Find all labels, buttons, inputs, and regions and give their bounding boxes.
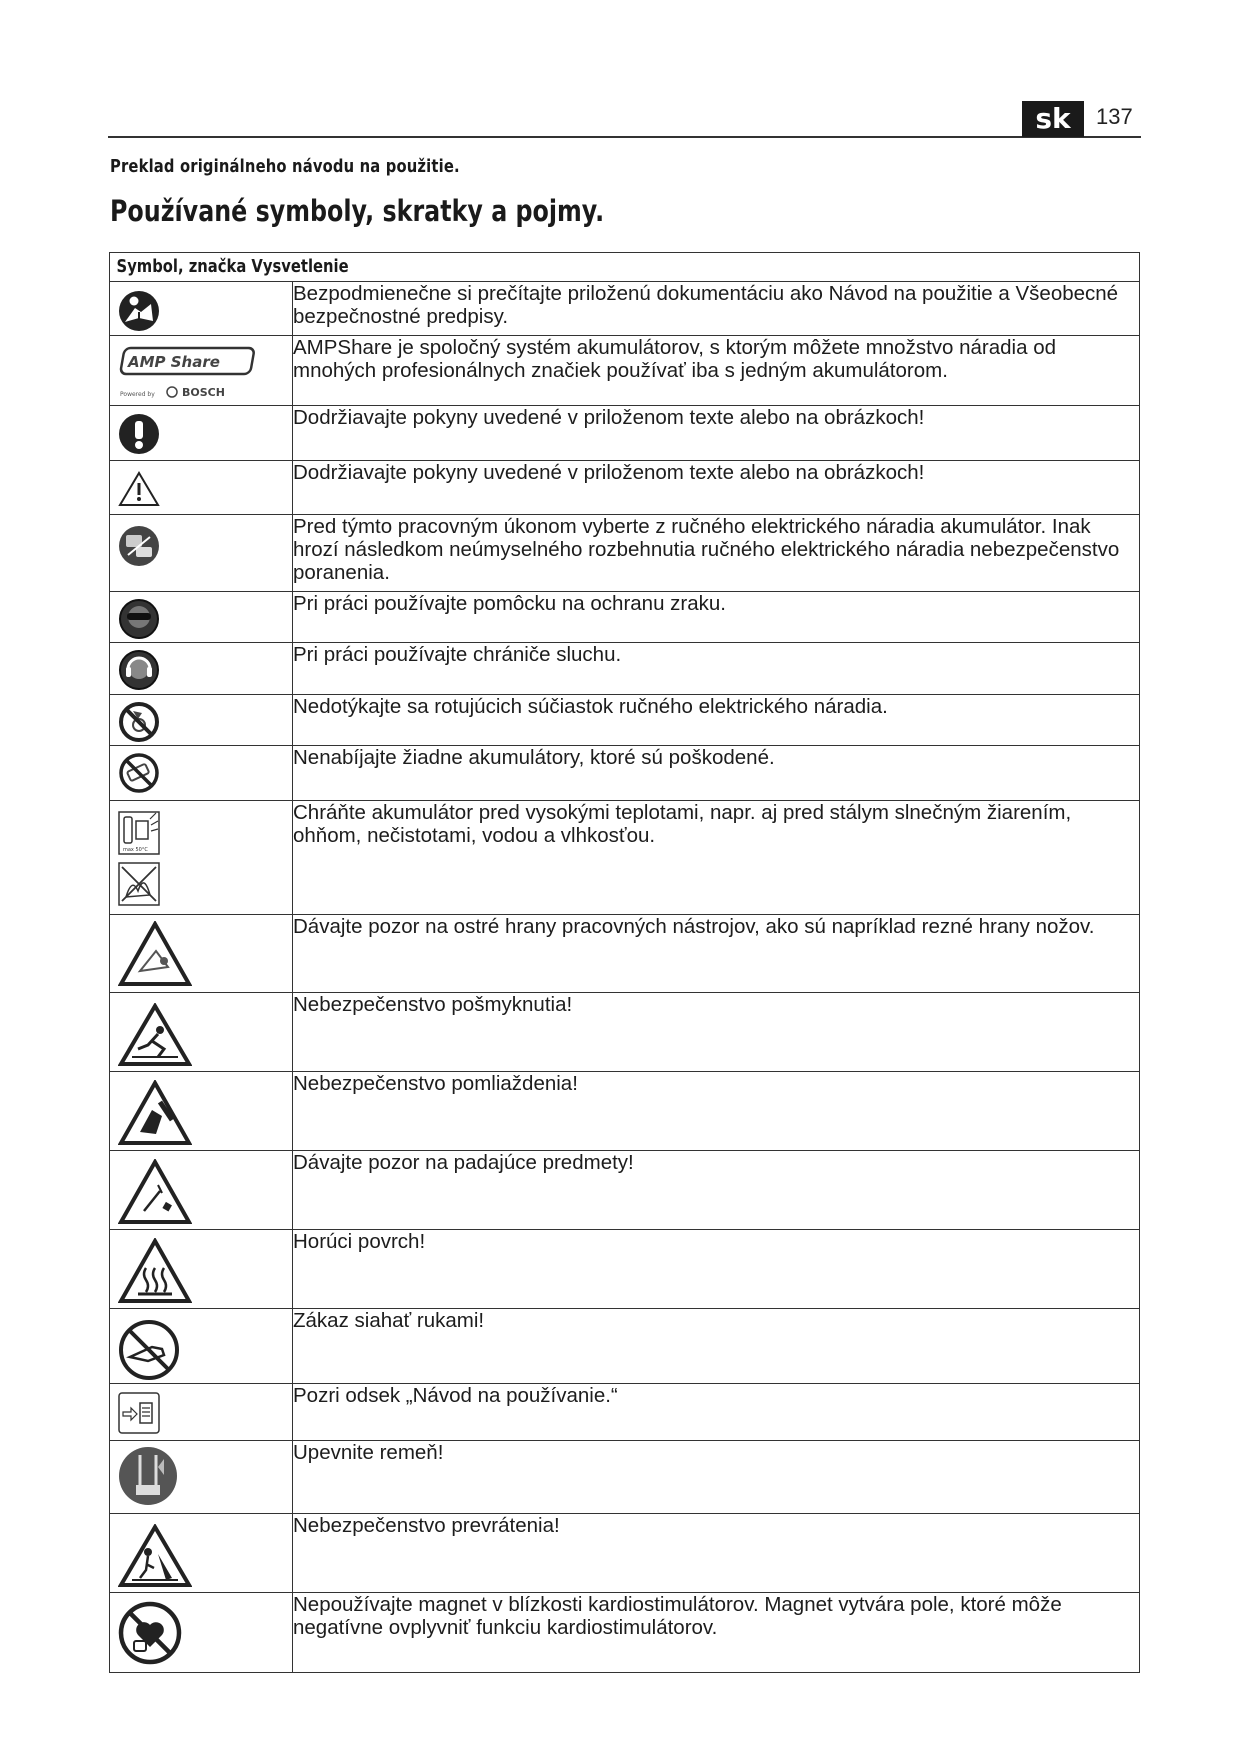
symbol-cell — [110, 1309, 293, 1384]
ampshare-logo-text: AMP Share — [128, 353, 220, 371]
symbol-cell — [110, 282, 293, 336]
symbol-cell — [110, 336, 293, 406]
symbol-cell — [110, 1593, 293, 1673]
row-text: Nebezpečenstvo pošmyknutia! — [293, 993, 1140, 1072]
row-text: AMPShare je spoločný systém akumulátorov, s ktorým môžete množstvo náradia od mnohých profesionálnych značiek používať iba s jedným akumulátorom. — [293, 336, 1140, 406]
table-header-row — [110, 253, 1140, 282]
table-header — [110, 253, 1140, 282]
table-row — [110, 801, 1140, 915]
row-text: Chráňte akumulátor pred vysokými teplotami, napr. aj pred stálym slnečným žiarením, ohňom, nečistotami, vodou a vlhkosťou. — [293, 801, 1140, 915]
falling-objects-icon — [118, 1159, 192, 1225]
row-text: Dodržiavajte pokyny uvedené v priloženom texte alebo na obrázkoch! — [293, 461, 1140, 515]
read-manual-icon — [118, 290, 160, 332]
crush-hazard-icon — [118, 1080, 192, 1146]
table-row — [110, 1593, 1140, 1673]
symbol-cell — [110, 1072, 293, 1151]
warning-triangle-icon — [118, 471, 160, 507]
page-title: Používané symboly, skratky a pojmy. — [110, 194, 605, 228]
table-row — [110, 1230, 1140, 1309]
hot-surface-icon — [118, 1238, 192, 1304]
ampshare-brand: BOSCH — [182, 386, 225, 399]
table-row — [110, 592, 1140, 643]
no-touch-rotating-icon — [118, 701, 160, 743]
table-row — [110, 461, 1140, 515]
row-text: Dávajte pozor na ostré hrany pracovných nástrojov, ako sú napríklad rezné hrany nožov. — [293, 915, 1140, 993]
table-row — [110, 336, 1140, 406]
table-row — [110, 1441, 1140, 1514]
symbols-table — [109, 252, 1140, 1673]
table-row — [110, 282, 1140, 336]
table-row — [110, 1309, 1140, 1384]
symbol-cell — [110, 643, 293, 695]
symbol-cell — [110, 1384, 293, 1441]
eye-protection-icon — [118, 598, 160, 640]
symbol-cell — [110, 515, 293, 592]
row-text: Nebezpečenstvo pomliaždenia! — [293, 1072, 1140, 1151]
fasten-strap-icon — [118, 1445, 178, 1507]
table-row — [110, 1151, 1140, 1230]
page-number: 137 — [1096, 104, 1133, 129]
symbol-cell — [110, 1441, 293, 1514]
row-text: Zákaz siahať rukami! — [293, 1309, 1140, 1384]
table-row — [110, 643, 1140, 695]
no-charge-damaged-icon — [118, 752, 160, 794]
table-row — [110, 406, 1140, 461]
table-row — [110, 1384, 1140, 1441]
symbol-cell — [110, 1151, 293, 1230]
column-header-explanation: Vysvetlenie — [251, 256, 349, 277]
symbol-cell — [110, 801, 293, 915]
no-hands-icon — [118, 1319, 180, 1381]
ampshare-logo-icon — [118, 346, 258, 402]
table-row — [110, 515, 1140, 592]
symbol-cell — [110, 592, 293, 643]
symbol-cell — [110, 993, 293, 1072]
table-row — [110, 915, 1140, 993]
see-manual-section-icon — [118, 1392, 160, 1434]
symbol-cell — [110, 461, 293, 515]
row-text: Pred týmto pracovným úkonom vyberte z ručného elektrického náradia akumulátor. Inak hrozí následkom neúmyselného rozbehnutia ručného elektrického náradia nebezpečenstvo poranenia. — [293, 515, 1140, 592]
language-badge: sk — [1022, 101, 1084, 137]
header-rule — [108, 136, 1141, 138]
row-text: Horúci povrch! — [293, 1230, 1140, 1309]
row-text: Pozri odsek „Návod na používanie.“ — [293, 1384, 1140, 1441]
table-row — [110, 1072, 1140, 1151]
row-text: Dodržiavajte pokyny uvedené v priloženom texte alebo na obrázkoch! — [293, 406, 1140, 461]
ampshare-powered-by: Powered by — [120, 391, 155, 398]
table-row — [110, 1514, 1140, 1593]
table-row — [110, 993, 1140, 1072]
document-subtitle: Preklad originálneho návodu na použitie. — [110, 156, 460, 177]
symbol-cell — [110, 1514, 293, 1593]
symbol-cell — [110, 1230, 293, 1309]
row-text: Nepoužívajte magnet v blízkosti kardiostimulátorov. Magnet vytvára pole, ktoré môže negatívne ovplyvniť funkciu kardiostimulátorov. — [293, 1593, 1140, 1673]
temperature-label: max 50°C — [123, 847, 148, 853]
symbol-cell — [110, 746, 293, 801]
column-header-symbol: Symbol, značka — [116, 256, 247, 277]
no-pacemaker-icon — [118, 1601, 182, 1665]
row-text: Nebezpečenstvo prevrátenia! — [293, 1514, 1140, 1593]
row-text: Bezpodmienečne si prečítajte priloženú dokumentáciu ako Návod na použitie a Všeobecné bezpečnostné predpisy. — [293, 282, 1140, 336]
symbol-cell — [110, 695, 293, 746]
row-text: Dávajte pozor na padajúce predmety! — [293, 1151, 1140, 1230]
row-text: Nenabíjajte žiadne akumulátory, ktoré sú poškodené. — [293, 746, 1140, 801]
table-row — [110, 746, 1140, 801]
tipping-hazard-icon — [118, 1524, 192, 1588]
remove-battery-icon — [118, 525, 160, 567]
symbol-cell — [110, 406, 293, 461]
symbol-cell — [110, 915, 293, 993]
battery-temperature-icon — [118, 811, 162, 907]
row-text: Pri práci používajte pomôcku na ochranu zraku. — [293, 592, 1140, 643]
row-text: Nedotýkajte sa rotujúcich súčiastok ručného elektrického náradia. — [293, 695, 1140, 746]
row-text: Upevnite remeň! — [293, 1441, 1140, 1514]
slip-hazard-icon — [118, 1003, 192, 1067]
table-row — [110, 695, 1140, 746]
row-text: Pri práci používajte chrániče sluchu. — [293, 643, 1140, 695]
sharp-edges-warning-icon — [118, 921, 192, 987]
hearing-protection-icon — [118, 649, 160, 691]
mandatory-exclamation-icon — [118, 413, 160, 455]
